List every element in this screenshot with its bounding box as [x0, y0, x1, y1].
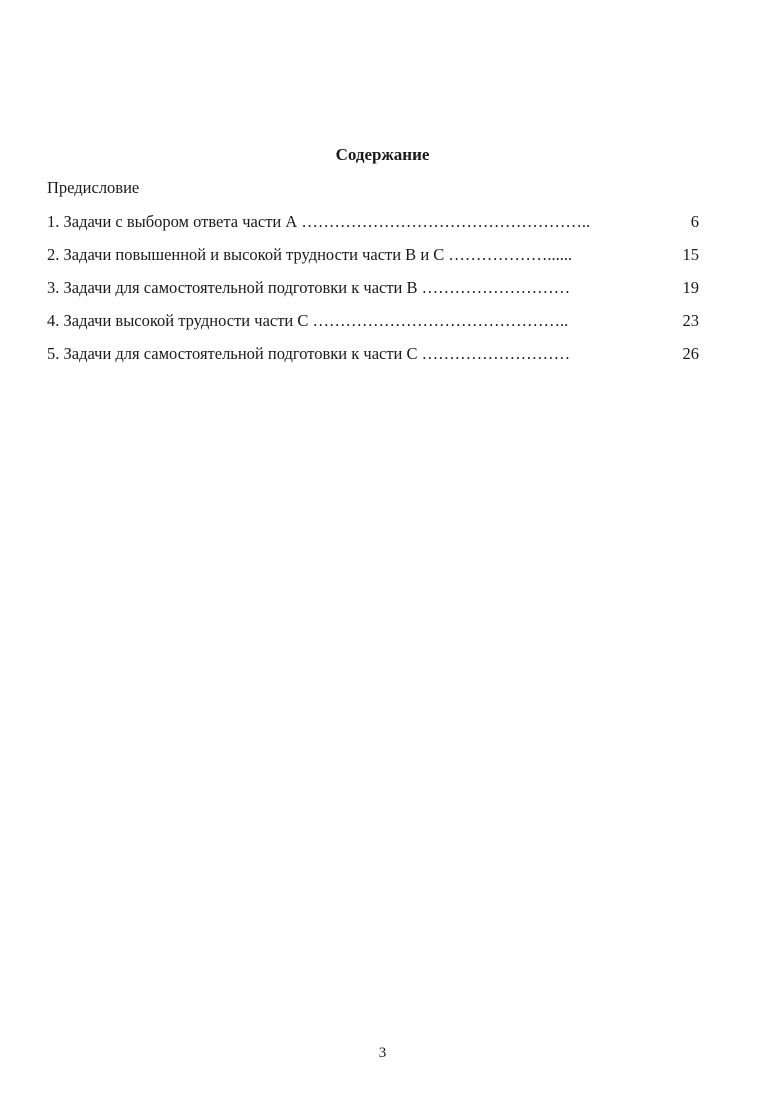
toc-entry-title: 3. Задачи для самостоятельной подготовки к части В ……………………… [47, 278, 571, 297]
toc-entry-title: 2. Задачи повышенной и высокой трудности части В и С ………………...... [47, 245, 573, 264]
toc-entry-page: 26 [682, 344, 699, 363]
toc-entry [47, 275, 697, 301]
toc-entry [47, 242, 697, 268]
toc-entry-title: 5. Задачи для самостоятельной подготовки к части С ……………………… [47, 344, 571, 363]
toc-entry-page: 6 [690, 212, 699, 231]
toc-entry-page: 15 [682, 245, 699, 264]
toc-entry-title: 1. Задачи с выбором ответа части А …………………………………………….. [47, 212, 591, 231]
toc-entry-page: 19 [682, 278, 699, 297]
toc-entry-title: 4. Задачи высокой трудности части С ……………………………………….. [47, 311, 569, 330]
toc-preface-label: Предисловие [47, 178, 140, 197]
toc-entry [47, 341, 697, 367]
page-number: 3 [378, 1045, 387, 1061]
toc-entry [47, 308, 697, 334]
toc-preface [47, 175, 697, 201]
toc-entry-page: 23 [682, 311, 699, 330]
page-title: Содержание [335, 145, 430, 164]
toc-entry [47, 209, 697, 235]
